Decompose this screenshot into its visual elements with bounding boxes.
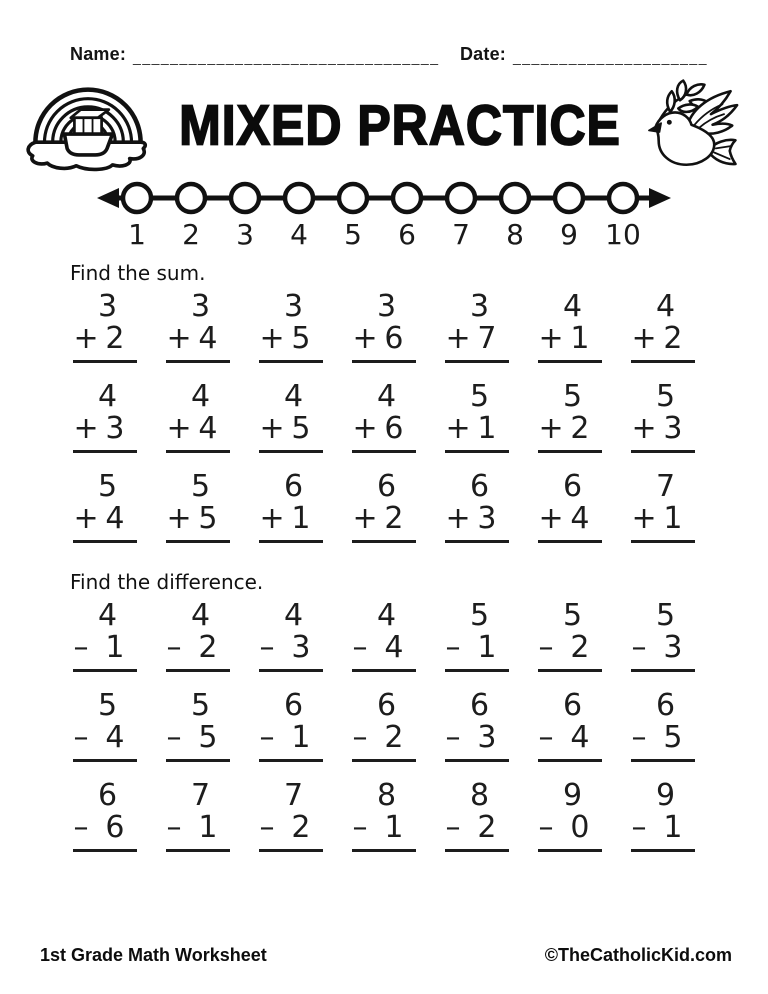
operator-operand-row (538, 722, 602, 759)
bottom-operand: 6 (384, 321, 404, 356)
number-line-label: 4 (290, 218, 308, 251)
operator: + (352, 411, 378, 446)
top-operand: 5 (469, 379, 490, 414)
operator-operand-row (259, 722, 323, 759)
operator-operand-row (631, 812, 695, 849)
answer-blank[interactable] (352, 759, 416, 767)
operator-operand-row (538, 323, 602, 360)
name-field (70, 44, 439, 65)
operator: – (538, 810, 554, 845)
bottom-operand: 2 (198, 630, 218, 665)
bottom-operand: 1 (663, 810, 683, 845)
bottom-operand: 1 (570, 321, 590, 356)
top-operand: 7 (283, 778, 304, 813)
answer-blank[interactable] (259, 759, 323, 767)
top-operand: 4 (283, 379, 304, 414)
top-operand: 5 (562, 379, 583, 414)
bottom-operand: 3 (663, 630, 683, 665)
bottom-operand: 1 (663, 501, 683, 536)
answer-blank[interactable] (166, 360, 230, 368)
operator-operand-row (352, 632, 416, 669)
math-problem (538, 291, 602, 368)
problem-row (58, 471, 768, 548)
top-operand: 4 (97, 379, 118, 414)
number-line-label: 10 (605, 218, 641, 251)
operator: – (352, 630, 368, 665)
bottom-operand: 3 (477, 720, 497, 755)
operator-operand-row (538, 503, 602, 540)
math-problem (259, 600, 323, 677)
operator-operand-row (631, 413, 695, 450)
answer-blank[interactable] (73, 759, 137, 767)
bottom-operand: 2 (384, 720, 404, 755)
bottom-operand: 5 (198, 501, 218, 536)
bottom-operand: 5 (198, 720, 218, 755)
top-operand: 4 (376, 598, 397, 633)
top-operand: 6 (376, 688, 397, 723)
difference-section (0, 570, 768, 857)
bottom-operand: 3 (291, 630, 311, 665)
problem-row (58, 291, 768, 368)
math-problem (166, 600, 230, 677)
operator-operand-row (538, 812, 602, 849)
operator: – (166, 810, 182, 845)
math-problem (73, 690, 137, 767)
answer-blank[interactable] (631, 540, 695, 548)
top-operand: 4 (190, 379, 211, 414)
answer-blank[interactable] (166, 669, 230, 677)
operator-operand-row (73, 323, 137, 360)
operator-operand-row (631, 632, 695, 669)
bottom-operand: 2 (570, 411, 590, 446)
math-problem (259, 291, 323, 368)
noahs-ark-rainbow-icon (20, 76, 156, 174)
operator: + (631, 501, 657, 536)
operator-operand-row (73, 413, 137, 450)
sum-instruction: Find the sum. (70, 261, 206, 285)
math-problem (631, 381, 695, 458)
answer-blank[interactable] (259, 450, 323, 458)
math-problem (631, 600, 695, 677)
math-problem (538, 780, 602, 857)
operator-operand-row (445, 413, 509, 450)
answer-blank[interactable] (631, 669, 695, 677)
math-problem (73, 600, 137, 677)
problem-row (58, 780, 768, 857)
answer-blank[interactable] (259, 360, 323, 368)
math-problem (352, 471, 416, 548)
top-operand: 9 (655, 778, 676, 813)
top-operand: 6 (283, 469, 304, 504)
bottom-operand: 3 (663, 411, 683, 446)
operator: – (631, 630, 647, 665)
top-operand: 4 (562, 289, 583, 324)
bottom-operand: 5 (663, 720, 683, 755)
top-operand: 6 (469, 469, 490, 504)
math-problem (259, 471, 323, 548)
operator-operand-row (538, 632, 602, 669)
top-operand: 5 (562, 598, 583, 633)
page-title: MIXED PRACTICE (179, 93, 621, 157)
bottom-operand: 3 (477, 501, 497, 536)
math-problem (538, 471, 602, 548)
number-line (97, 179, 671, 251)
operator: – (445, 810, 461, 845)
bottom-operand: 6 (105, 810, 125, 845)
answer-blank[interactable] (631, 360, 695, 368)
operator: + (538, 411, 564, 446)
operator-operand-row (166, 503, 230, 540)
operator: – (166, 630, 182, 665)
math-problem (445, 381, 509, 458)
operator-operand-row (73, 503, 137, 540)
operator-operand-row (445, 722, 509, 759)
math-problem (538, 381, 602, 458)
bottom-operand: 2 (384, 501, 404, 536)
answer-blank[interactable] (538, 759, 602, 767)
top-operand: 4 (283, 598, 304, 633)
math-problem (166, 291, 230, 368)
answer-blank[interactable] (259, 540, 323, 548)
operator: – (445, 630, 461, 665)
operator-operand-row (352, 413, 416, 450)
operator-operand-row (445, 503, 509, 540)
number-line-label: 9 (560, 218, 578, 251)
operator: + (445, 321, 471, 356)
operator-operand-row (259, 812, 323, 849)
answer-blank[interactable] (631, 759, 695, 767)
answer-blank[interactable] (631, 450, 695, 458)
top-operand: 6 (376, 469, 397, 504)
dove-olive-branch-icon (644, 75, 742, 181)
operator: – (259, 720, 275, 755)
answer-blank[interactable] (352, 450, 416, 458)
bottom-operand: 1 (291, 720, 311, 755)
number-line-graphic (97, 179, 671, 217)
answer-blank[interactable] (352, 360, 416, 368)
operator-operand-row (631, 722, 695, 759)
answer-blank[interactable] (73, 360, 137, 368)
math-problem (352, 600, 416, 677)
top-operand: 5 (97, 469, 118, 504)
operator: – (73, 720, 89, 755)
top-operand: 5 (469, 598, 490, 633)
bottom-operand: 2 (105, 321, 125, 356)
operator: – (445, 720, 461, 755)
bottom-operand: 1 (477, 411, 497, 446)
operator: – (352, 810, 368, 845)
bottom-operand: 4 (198, 411, 218, 446)
operator-operand-row (259, 323, 323, 360)
operator: + (538, 501, 564, 536)
operator: + (73, 321, 99, 356)
name-label: Name: (70, 44, 127, 64)
bottom-operand: 4 (570, 501, 590, 536)
operator-operand-row (73, 632, 137, 669)
date-field (460, 44, 708, 65)
number-line-label: 6 (398, 218, 416, 251)
operator: + (259, 411, 285, 446)
top-operand: 6 (562, 469, 583, 504)
math-problem (631, 471, 695, 548)
number-line-label: 2 (182, 218, 200, 251)
top-operand: 6 (469, 688, 490, 723)
date-label: Date: (459, 44, 506, 64)
number-line-label: 3 (236, 218, 254, 251)
bottom-operand: 1 (477, 630, 497, 665)
problem-row (58, 600, 768, 677)
math-problem (166, 471, 230, 548)
math-problem (352, 291, 416, 368)
problem-row (58, 690, 768, 767)
operator: – (259, 630, 275, 665)
top-operand: 8 (469, 778, 490, 813)
bottom-operand: 2 (663, 321, 683, 356)
operator: + (538, 321, 564, 356)
math-problem (445, 600, 509, 677)
operator: – (73, 810, 89, 845)
operator-operand-row (352, 323, 416, 360)
name-input-line[interactable]: _________________________________ (133, 49, 440, 65)
operator-operand-row (538, 413, 602, 450)
top-operand: 4 (376, 379, 397, 414)
math-problem (352, 381, 416, 458)
number-line-labels (110, 218, 671, 251)
math-problem (445, 471, 509, 548)
top-operand: 4 (655, 289, 676, 324)
operator: – (538, 720, 554, 755)
top-operand: 7 (655, 469, 676, 504)
operator: – (73, 630, 89, 665)
math-problem (73, 381, 137, 458)
bottom-operand: 6 (384, 411, 404, 446)
math-problem (259, 690, 323, 767)
operator-operand-row (445, 323, 509, 360)
math-problem (166, 780, 230, 857)
math-problem (445, 690, 509, 767)
answer-blank[interactable] (352, 849, 416, 857)
answer-blank[interactable] (166, 540, 230, 548)
math-problem (631, 291, 695, 368)
operator-operand-row (166, 722, 230, 759)
operator: – (259, 810, 275, 845)
answer-blank[interactable] (538, 360, 602, 368)
operator: + (73, 411, 99, 446)
answer-blank[interactable] (73, 540, 137, 548)
sum-section (0, 261, 768, 548)
number-line-label: 7 (452, 218, 470, 251)
top-operand: 5 (97, 688, 118, 723)
answer-blank[interactable] (73, 849, 137, 857)
top-operand: 5 (190, 469, 211, 504)
operator: + (166, 411, 192, 446)
bottom-operand: 1 (105, 630, 125, 665)
math-problem (166, 690, 230, 767)
answer-blank[interactable] (352, 540, 416, 548)
operator-operand-row (259, 413, 323, 450)
header-fields (0, 0, 768, 65)
difference-problem-rows (58, 600, 768, 857)
math-problem (259, 780, 323, 857)
operator-operand-row (166, 413, 230, 450)
answer-blank[interactable] (166, 849, 230, 857)
bottom-operand: 1 (291, 501, 311, 536)
answer-blank[interactable] (538, 540, 602, 548)
bottom-operand: 2 (570, 630, 590, 665)
number-line-label: 8 (506, 218, 524, 251)
math-problem (166, 381, 230, 458)
math-problem (73, 291, 137, 368)
answer-blank[interactable] (538, 849, 602, 857)
answer-blank[interactable] (445, 759, 509, 767)
top-operand: 3 (190, 289, 211, 324)
operator-operand-row (445, 632, 509, 669)
operator-operand-row (166, 632, 230, 669)
operator: + (166, 321, 192, 356)
math-problem (631, 690, 695, 767)
operator: – (166, 720, 182, 755)
answer-blank[interactable] (538, 669, 602, 677)
bottom-operand: 5 (291, 411, 311, 446)
top-operand: 8 (376, 778, 397, 813)
top-operand: 5 (655, 598, 676, 633)
bottom-operand: 4 (570, 720, 590, 755)
math-problem (352, 780, 416, 857)
answer-blank[interactable] (352, 669, 416, 677)
operator: – (538, 630, 554, 665)
top-operand: 3 (376, 289, 397, 324)
top-operand: 5 (655, 379, 676, 414)
answer-blank[interactable] (445, 450, 509, 458)
math-problem (73, 471, 137, 548)
answer-blank[interactable] (166, 759, 230, 767)
answer-blank[interactable] (631, 849, 695, 857)
operator: – (352, 720, 368, 755)
operator-operand-row (73, 722, 137, 759)
bottom-operand: 4 (198, 321, 218, 356)
top-operand: 7 (190, 778, 211, 813)
bottom-operand: 4 (105, 501, 125, 536)
bottom-operand: 2 (477, 810, 497, 845)
operator: + (445, 411, 471, 446)
top-operand: 6 (562, 688, 583, 723)
math-problem (352, 690, 416, 767)
worksheet-grade-label: 1st Grade Math Worksheet (40, 945, 267, 965)
answer-blank[interactable] (445, 849, 509, 857)
bottom-operand: 2 (291, 810, 311, 845)
answer-blank[interactable] (445, 540, 509, 548)
title-row (0, 65, 768, 177)
operator-operand-row (166, 323, 230, 360)
operator: + (631, 411, 657, 446)
bottom-operand: 4 (105, 720, 125, 755)
operator-operand-row (259, 503, 323, 540)
bottom-operand: 7 (477, 321, 497, 356)
sum-problem-rows (58, 291, 768, 548)
operator-operand-row (259, 632, 323, 669)
top-operand: 3 (283, 289, 304, 324)
operator: + (445, 501, 471, 536)
bottom-operand: 1 (198, 810, 218, 845)
source-credit: ©TheCatholicKid.com (544, 945, 732, 965)
operator: + (259, 321, 285, 356)
operator: + (73, 501, 99, 536)
bottom-operand: 5 (291, 321, 311, 356)
operator-operand-row (352, 722, 416, 759)
top-operand: 5 (190, 688, 211, 723)
operator-operand-row (631, 503, 695, 540)
answer-blank[interactable] (166, 450, 230, 458)
difference-instruction: Find the difference. (70, 570, 264, 594)
math-problem (445, 780, 509, 857)
number-line-label: 1 (128, 218, 146, 251)
operator-operand-row (352, 503, 416, 540)
top-operand: 6 (97, 778, 118, 813)
operator: + (352, 501, 378, 536)
top-operand: 4 (97, 598, 118, 633)
operator: – (631, 720, 647, 755)
answer-blank[interactable] (259, 849, 323, 857)
math-problem (445, 291, 509, 368)
math-problem (538, 600, 602, 677)
math-problem (73, 780, 137, 857)
top-operand: 3 (97, 289, 118, 324)
math-problem (631, 780, 695, 857)
operator: + (259, 501, 285, 536)
operator-operand-row (166, 812, 230, 849)
operator: + (166, 501, 192, 536)
operator-operand-row (631, 323, 695, 360)
answer-blank[interactable] (73, 669, 137, 677)
answer-blank[interactable] (445, 360, 509, 368)
math-problem (538, 690, 602, 767)
operator-operand-row (445, 812, 509, 849)
math-problem (259, 381, 323, 458)
bottom-operand: 1 (384, 810, 404, 845)
problem-row (58, 381, 768, 458)
operator: + (631, 321, 657, 356)
top-operand: 3 (469, 289, 490, 324)
operator-operand-row (73, 812, 137, 849)
answer-blank[interactable] (445, 669, 509, 677)
top-operand: 6 (283, 688, 304, 723)
number-line-label: 5 (344, 218, 362, 251)
top-operand: 4 (190, 598, 211, 633)
bottom-operand: 0 (570, 810, 590, 845)
answer-blank[interactable] (259, 669, 323, 677)
top-operand: 6 (655, 688, 676, 723)
answer-blank[interactable] (538, 450, 602, 458)
operator: + (352, 321, 378, 356)
operator-operand-row (352, 812, 416, 849)
bottom-operand: 4 (384, 630, 404, 665)
footer (40, 945, 732, 966)
top-operand: 9 (562, 778, 583, 813)
date-input-line[interactable]: _____________________ (512, 49, 708, 65)
operator: – (631, 810, 647, 845)
answer-blank[interactable] (73, 450, 137, 458)
bottom-operand: 3 (105, 411, 125, 446)
